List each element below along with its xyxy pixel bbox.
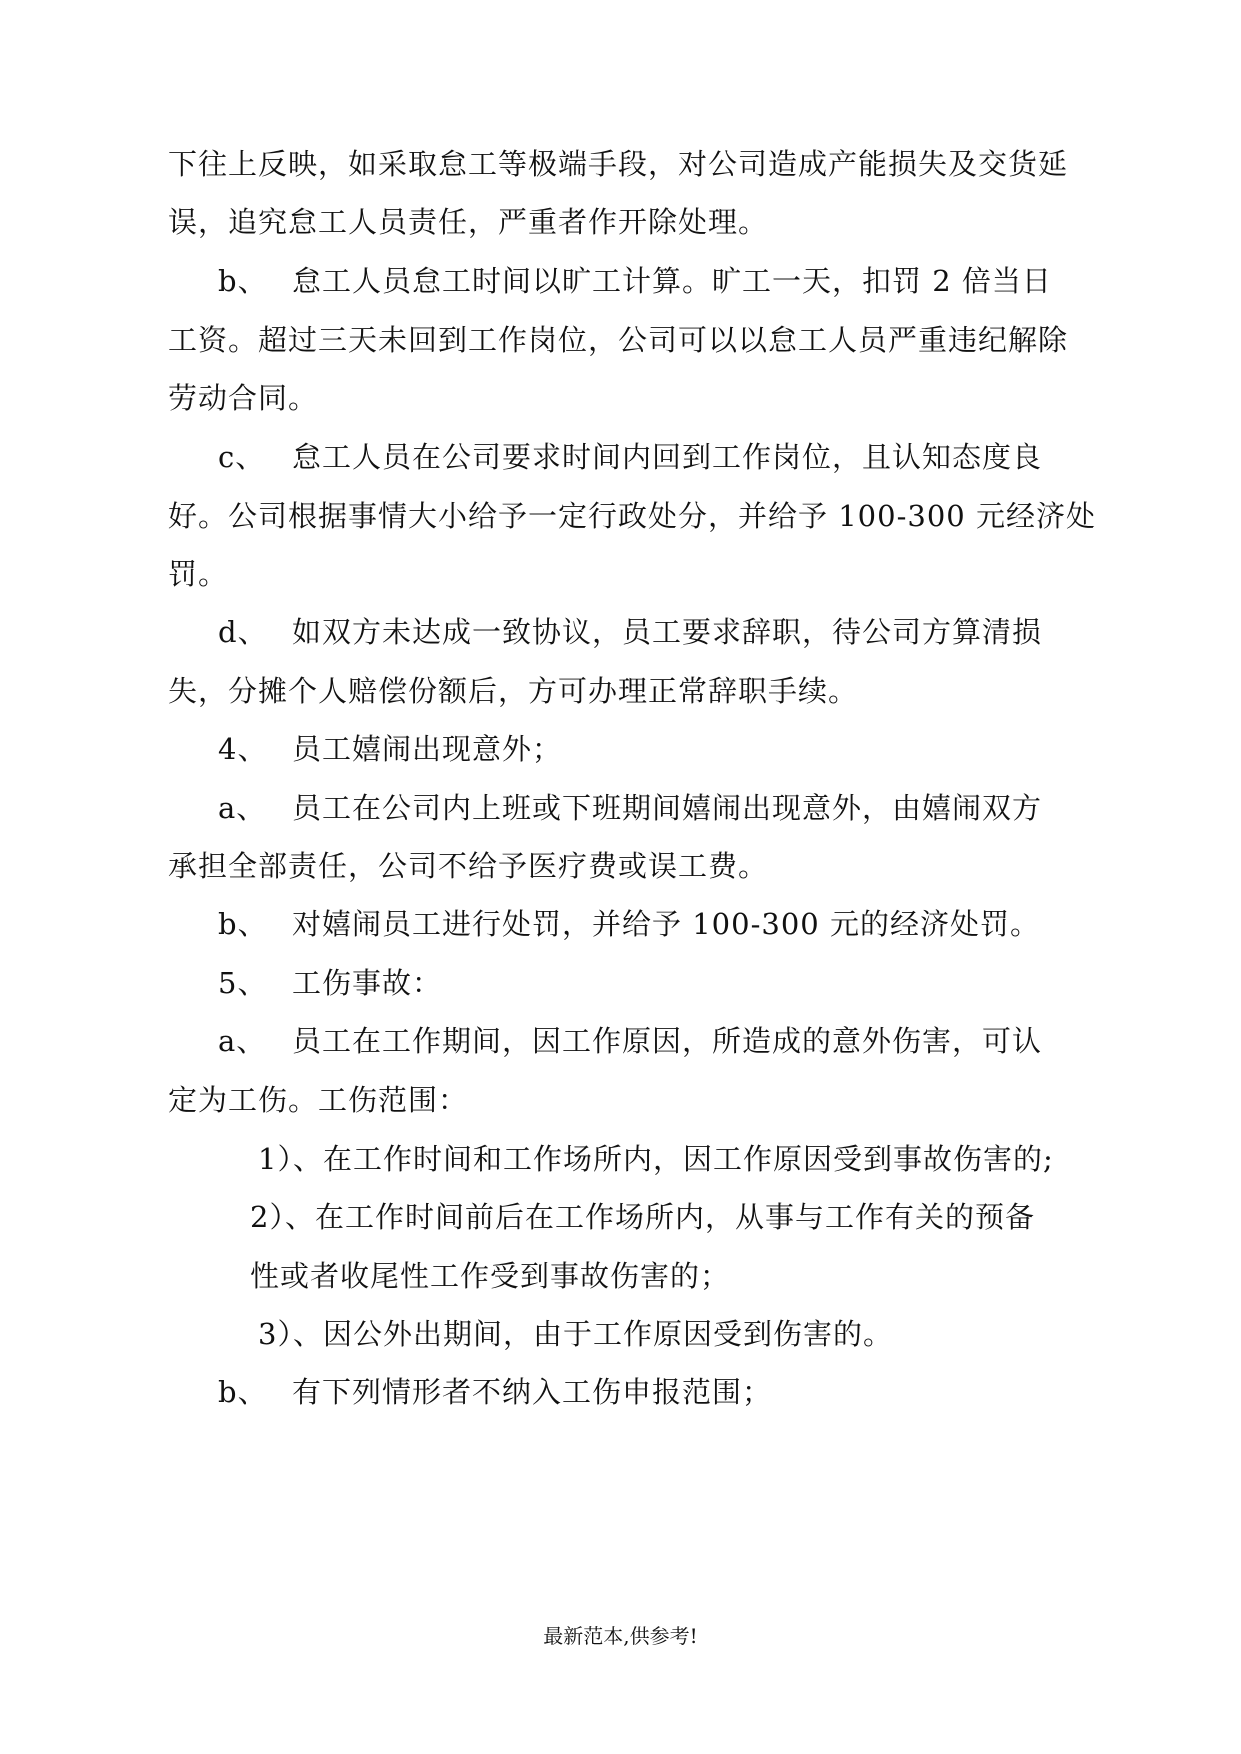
list-text: 员工在工作期间，因工作原因，所造成的意外伤害，可认 [292, 1024, 1043, 1058]
sub-item-1: 1）、在工作时间和工作场所内，因工作原因受到事故伤害的; [258, 1142, 1054, 1176]
list-item-a-first-line [218, 1021, 1042, 1061]
section-heading-4 [218, 729, 562, 769]
paragraph-line: 好。公司根据事情大小给予一定行政处分，并给予 100-300 元经济处 [168, 499, 1096, 533]
list-text: 如双方未达成一致协议，员工要求辞职，待公司方算清损 [292, 615, 1043, 649]
list-text: 怠工人员怠工时间以旷工计算。旷工一天，扣罚 2 倍当日 [292, 264, 1052, 298]
list-label: a、 [218, 1024, 267, 1058]
section-number: 4、 [218, 732, 268, 766]
paragraph-line: 失，分摊个人赔偿份额后，方可办理正常辞职手续。 [168, 674, 859, 708]
section-title: 工伤事故： [292, 966, 443, 1000]
list-item-d-first-line [218, 612, 1042, 652]
list-item-b-first-line [218, 1372, 772, 1412]
list-label: b、 [218, 907, 268, 941]
list-item-b-first-line [218, 904, 1040, 944]
paragraph-line: 下往上反映，如采取怠工等极端手段，对公司造成产能损失及交货延 [168, 147, 1069, 181]
section-title: 员工嬉闹出现意外； [292, 732, 563, 766]
list-item-a-first-line [218, 788, 1042, 828]
paragraph-line: 罚。 [168, 557, 229, 591]
paragraph-line: 承担全部责任，公司不给予医疗费或误工费。 [168, 849, 769, 883]
list-label: a、 [218, 791, 267, 825]
list-text: 员工在公司内上班或下班期间嬉闹出现意外，由嬉闹双方 [292, 791, 1043, 825]
list-item-c-first-line [218, 437, 1042, 477]
paragraph-line: 误，追究怠工人员责任，严重者作开除处理。 [168, 205, 769, 239]
paragraph-line: 劳动合同。 [168, 381, 319, 415]
sub-item-2-continuation: 性或者收尾性工作受到事故伤害的； [250, 1259, 731, 1293]
list-label: b、 [218, 1375, 268, 1409]
section-heading-5 [218, 963, 442, 1003]
list-text: 对嬉闹员工进行处罚，并给予 100-300 元的经济处罚。 [292, 907, 1040, 941]
list-label: b、 [218, 264, 268, 298]
list-label: c、 [218, 440, 266, 474]
list-text: 有下列情形者不纳入工伤申报范围； [292, 1375, 773, 1409]
section-number: 5、 [218, 966, 268, 1000]
list-label: d、 [218, 615, 268, 649]
list-item-b-first-line [218, 261, 1052, 301]
sub-item-2: 2）、在工作时间前后在工作场所内，从事与工作有关的预备 [250, 1200, 1035, 1234]
sub-item-3: 3）、因公外出期间，由于工作原因受到伤害的。 [258, 1317, 893, 1351]
paragraph-line: 工资。超过三天未回到工作岗位，公司可以以怠工人员严重违纪解除 [168, 323, 1069, 357]
page-footer: 最新范本,供参考! [543, 1624, 698, 1648]
paragraph-line: 定为工伤。工伤范围： [168, 1083, 469, 1117]
list-text: 怠工人员在公司要求时间内回到工作岗位，且认知态度良 [292, 440, 1043, 474]
